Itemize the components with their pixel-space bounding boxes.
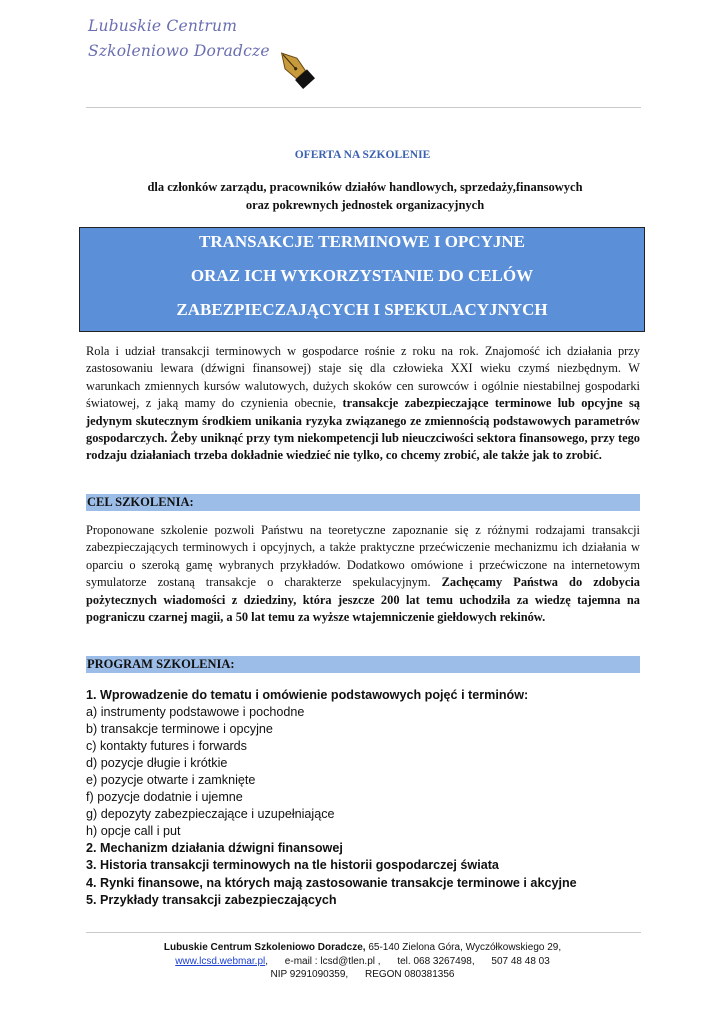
program-item: a) instrumenty podstawowe i pochodne xyxy=(86,705,305,720)
program-item: 4. Rynki finansowe, na których mają zastosowanie transakcje terminowe i akcyjne xyxy=(86,875,577,890)
program-item: 5. Przykłady transakcji zabezpieczających xyxy=(86,892,337,907)
logo-line-2: Szkoleniowo Doradcze xyxy=(88,42,270,60)
program-item: b) transakcje terminowe i opcyjne xyxy=(86,722,273,737)
goal-paragraph xyxy=(86,522,640,626)
footer-company: Lubuskie Centrum Szkoleniowo Doradcze, xyxy=(163,942,366,953)
audience-line-1: dla członków zarządu, pracowników działów handlowych, sprzedaży,finansowych xyxy=(147,180,583,194)
footer-regon: REGON 080381356 xyxy=(364,969,455,980)
footer-phone-2: 507 48 48 03 xyxy=(491,955,550,967)
program-item: g) depozyty zabezpieczające i uzupełniające xyxy=(86,807,335,822)
program-item: c) kontakty futures i forwards xyxy=(86,739,247,754)
program-heading-label: PROGRAM SZKOLENIA: xyxy=(87,657,235,671)
intro-text: Rola i udział transakcji terminowych w gospodarce rośnie z roku na rok. Znajomość ich działania przy zastosowaniu lewara (dźwigni finansowej) staje się dla człowieka XXI wieku czymś niezbędnym. W warunkach zmiennych kursów walutowych, dużych skoków cen surowców i ogólnie niestabilnej gospodarki światowej, z jaką mamy do czynienia obecnie, xyxy=(86,344,640,411)
logo-text xyxy=(88,14,270,64)
course-title-banner xyxy=(79,227,645,332)
program-item: e) pozycje otwarte i zamknięte xyxy=(86,773,256,788)
program-item: f) pozycje dodatnie i ujemne xyxy=(86,790,243,805)
program-item: h) opcje call i put xyxy=(86,824,181,839)
footer-line-3 xyxy=(0,968,725,982)
footer-line-2: www.lcsd.webmar.pl, e-mail : lcsd@tlen.pl , tel. 068 3267498, 507 48 48 03 xyxy=(175,955,550,967)
header-divider xyxy=(86,107,641,108)
program-heading xyxy=(86,656,640,673)
footer-line-1 xyxy=(0,941,725,955)
intro-paragraph xyxy=(86,343,640,465)
program-item: 1. Wprowadzenie do tematu i omówienie podstawowych pojęć i terminów: xyxy=(86,688,529,702)
audience-text xyxy=(120,178,610,214)
course-title-line-1: TRANSAKCJE TERMINOWE I OPCYJNE xyxy=(198,232,526,251)
footer-phone-1: tel. 068 3267498, xyxy=(397,955,475,967)
course-title-line-3: ZABEZPIECZAJĄCYCH I SPEKULACYJNYCH xyxy=(176,300,548,319)
footer-email: e-mail : lcsd@tlen.pl , xyxy=(284,955,381,967)
goal-heading-label: CEL SZKOLENIA: xyxy=(87,495,194,509)
program-item: 2. Mechanizm działania dźwigni finansowej xyxy=(86,841,343,856)
goal-heading xyxy=(86,494,640,511)
program-list xyxy=(86,687,646,909)
course-title-line-2: ORAZ ICH WYKORZYSTANIE DO CELÓW xyxy=(190,266,534,285)
footer-address: 65-140 Zielona Góra, Wyczółkowskiego 29, xyxy=(368,942,562,953)
footer-website-link[interactable]: www.lcsd.webmar.pl xyxy=(175,955,266,967)
logo-line-1: Lubuskie Centrum xyxy=(88,17,238,35)
footer-nip: NIP 9291090359, xyxy=(270,969,349,980)
goal-text: Proponowane szkolenie pozwoli Państwu na teoretyczne zapoznanie się z różnymi rodzajami transakcji zabezpieczających terminowych i opcyjnych, a także praktyczne przećwiczenie mechanizmu ich działania w oparciu o szeroką gamę wybranych przykładów. Dodatkowo omówione i przećwiczone na internetowym symulatorze zostaną transakcje o charakterze spekulacyjnym. xyxy=(86,523,640,590)
fountain-pen-icon xyxy=(272,44,318,92)
offer-title: OFERTA NA SZKOLENIE xyxy=(294,149,431,161)
goal-bold-text: Zachęcamy Państwa do zdobycia pożytecznych wiadomości z dziedziny, która jeszcze 200 lat temu uchodziła za wiedzę tajemna na pograniczu czarnej magii, a 50 lat temu za wyższe wtajemniczenie giełdowych rekinów. xyxy=(86,575,640,625)
intro-bold-text: transakcje zabezpieczające terminowe lub opcyjne są jedynym skutecznym środkiem unikania ryzyka związanego ze zmiennością podstawowych parametrów gospodarczych. Żeby uniknąć przy tym niekompetencji lub nieuczciwości sektora finansowego, przy tego rodzaju działaniach trzeba dokładnie wiedzieć nie tylko, co chcemy zrobić, ale także jak to zrobić. xyxy=(86,396,640,463)
audience-line-2: oraz pokrewnych jednostek organizacyjnych xyxy=(245,198,485,212)
footer-divider xyxy=(86,932,641,933)
program-item: d) pozycje długie i krótkie xyxy=(86,756,228,771)
program-item: 3. Historia transakcji terminowych na tle historii gospodarczej świata xyxy=(86,858,499,873)
footer xyxy=(0,941,725,982)
